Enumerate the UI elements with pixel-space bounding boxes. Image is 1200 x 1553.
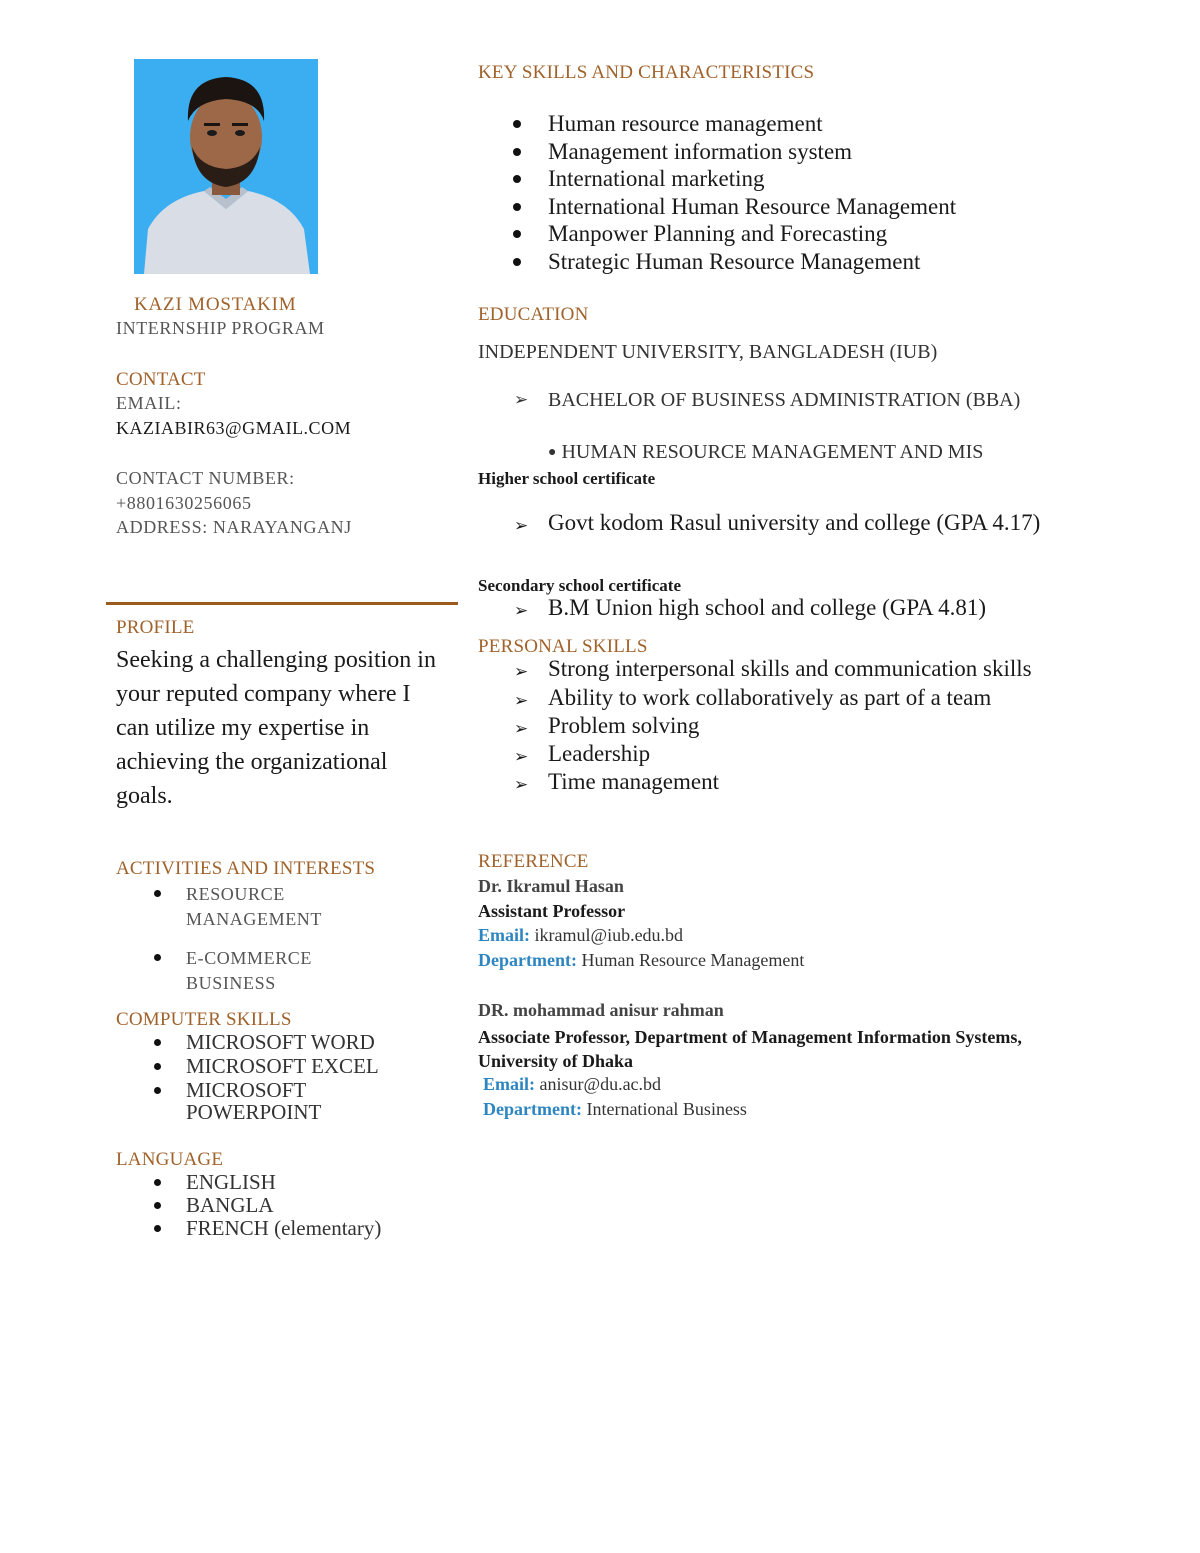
section-divider (106, 602, 458, 605)
email-link[interactable]: anisur@du.ac.bd (539, 1074, 662, 1094)
key-skills-list (478, 110, 1118, 275)
list-item: ➢ BACHELOR OF BUSINESS ADMINISTRATION (BBA) (514, 389, 1021, 411)
list-item: Management information system (478, 138, 1118, 166)
list-item: International marketing (478, 165, 1118, 193)
arrow-bullet-icon: ➢ (514, 516, 529, 536)
activities-list (116, 882, 416, 996)
contact-number-value: +8801630256065 (116, 493, 252, 513)
university-name: INDEPENDENT UNIVERSITY, BANGLADESH (IUB) (478, 341, 938, 363)
list-item: ➢ Ability to work collaboratively as part of a team (514, 685, 992, 711)
list-item: MICROSOFT WORD (116, 1031, 436, 1053)
list-item: ➢ Govt kodom Rasul university and college (GPA 4.17) (514, 510, 1041, 536)
contact-number-label: CONTACT NUMBER: (116, 468, 295, 488)
list-item: BANGLA (116, 1194, 436, 1217)
list-item: ➢ Leadership (514, 741, 651, 767)
bullet-icon (513, 258, 521, 266)
language-heading: LANGUAGE (116, 1149, 224, 1170)
arrow-bullet-icon: ➢ (514, 719, 529, 739)
list-item: ENGLISH (116, 1171, 436, 1194)
list-item: Manpower Planning and Forecasting (478, 220, 1118, 248)
bullet-icon (513, 120, 521, 128)
contact-heading: CONTACT (116, 369, 206, 390)
department-label: Department: (483, 1099, 582, 1119)
ref2-title: Associate Professor, Department of Management Information Systems, University of Dhaka (478, 1027, 1022, 1071)
arrow-bullet-icon: ➢ (514, 775, 529, 795)
arrow-bullet-icon: ➢ (514, 691, 529, 711)
bullet-icon (154, 1087, 161, 1094)
arrow-bullet-icon: ➢ (514, 601, 529, 621)
bullet-icon (154, 1063, 161, 1070)
arrow-bullet-icon: ➢ (514, 662, 529, 682)
bullet-icon (154, 890, 161, 897)
list-item: ➢ B.M Union high school and college (GPA 4.81) (514, 595, 987, 621)
bullet-icon (154, 1179, 161, 1186)
list-item: Human resource management (478, 110, 1118, 138)
email-label: EMAIL: (116, 393, 182, 413)
department-value: International Business (586, 1099, 747, 1119)
list-item: RESOURCE MANAGEMENT (116, 882, 366, 932)
ref1-email (478, 925, 683, 946)
department-label: Department: (478, 950, 577, 970)
ref1-name: Dr. Ikramul Hasan (478, 876, 624, 896)
bullet-icon (154, 954, 161, 961)
bullet-icon (513, 230, 521, 238)
bullet-icon (154, 1039, 161, 1046)
bullet-icon (513, 203, 521, 211)
arrow-bullet-icon: ➢ (514, 747, 529, 767)
hsc-list (478, 511, 1098, 535)
computer-skills-list (116, 1031, 436, 1123)
person-portrait-icon (134, 59, 318, 274)
list-item: International Human Resource Management (478, 193, 1118, 221)
degree-list (478, 390, 1078, 410)
personal-skills-list (478, 657, 1098, 794)
candidate-name: KAZI MOSTAKIM (134, 294, 297, 315)
bullet-icon (513, 148, 521, 156)
computer-skills-heading: COMPUTER SKILLS (116, 1009, 292, 1030)
subtitle: INTERNSHIP PROGRAM (116, 318, 325, 338)
email-label: Email: (478, 925, 530, 945)
list-item: FRENCH (elementary) (116, 1217, 436, 1240)
major: ● HUMAN RESOURCE MANAGEMENT AND MIS (548, 441, 984, 463)
profile-photo (134, 59, 318, 274)
list-item: MICROSOFT POWERPOINT (116, 1079, 346, 1123)
email-label: Email: (483, 1074, 535, 1094)
department-value: Human Resource Management (581, 950, 805, 970)
list-item: ➢ Problem solving (514, 713, 700, 739)
ref1-title: Assistant Professor (478, 901, 626, 921)
key-skills-heading: KEY SKILLS AND CHARACTERISTICS (478, 62, 815, 83)
list-item: ➢ Time management (514, 769, 719, 795)
ref2-name: DR. mohammad anisur rahman (478, 1000, 724, 1020)
bullet-icon (154, 1202, 161, 1209)
list-item: Strategic Human Resource Management (478, 248, 1118, 276)
ref2-department (483, 1099, 747, 1120)
profile-text: Seeking a challenging position in your reputed company where I can utilize my expertise in achieving the organizational goals. (116, 647, 436, 809)
ssc-label: Secondary school certificate (478, 576, 681, 595)
bullet-icon (513, 175, 521, 183)
email-link[interactable]: ikramul@iub.edu.bd (534, 925, 684, 945)
profile-heading: PROFILE (116, 617, 195, 638)
list-item: MICROSOFT EXCEL (116, 1055, 436, 1077)
email-value[interactable]: KAZIABIR63@GMAIL.COM (116, 418, 352, 438)
list-item: ➢ Strong interpersonal skills and communication skills (514, 656, 1032, 682)
activities-heading: ACTIVITIES AND INTERESTS (116, 858, 376, 879)
ref1-department (478, 950, 804, 971)
address: ADDRESS: NARAYANGANJ (116, 517, 352, 537)
language-list (116, 1171, 436, 1240)
hsc-label: Higher school certificate (478, 469, 656, 488)
ssc-list (478, 596, 1118, 620)
arrow-bullet-icon: ➢ (514, 390, 529, 410)
education-heading: EDUCATION (478, 304, 589, 325)
bullet-icon (154, 1225, 161, 1232)
personal-skills-heading: PERSONAL SKILLS (478, 636, 648, 657)
list-item: E-COMMERCE BUSINESS (116, 946, 366, 996)
bullet-icon: ● (548, 445, 557, 460)
ref2-email (483, 1074, 661, 1095)
reference-heading: REFERENCE (478, 851, 589, 872)
